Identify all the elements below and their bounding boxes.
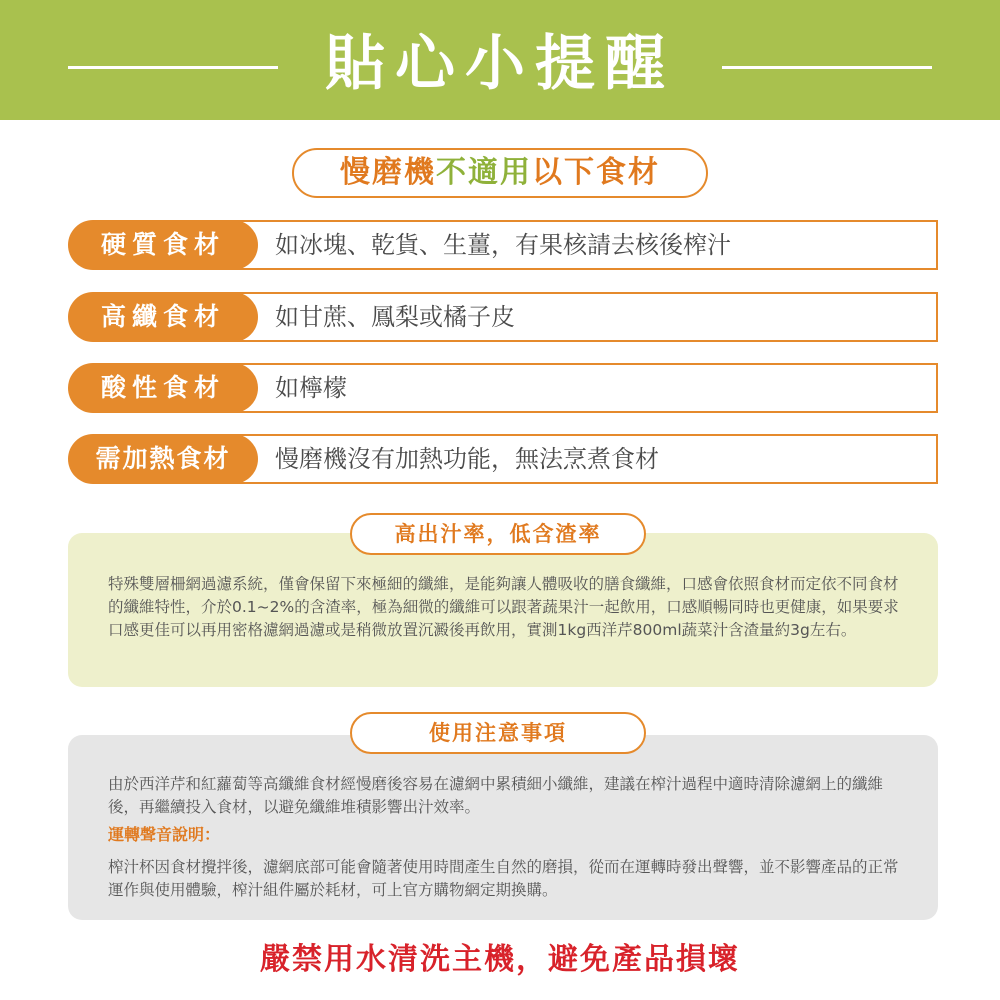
ingredient-label: 硬質食材	[68, 220, 258, 270]
subtitle-part-ingredients: 以下食材	[532, 155, 660, 190]
ingredient-label: 高纖食材	[68, 292, 258, 342]
usage-notes-panel	[68, 735, 938, 920]
unsuitable-ingredients-heading	[292, 148, 708, 198]
usage-notes-description: 由於西洋芹和紅蘿蔔等高纖維食材經慢磨後容易在濾網中累積細小纖維，建議在榨汁過程中適時清除濾網上的纖維後，再繼續投入食材，以避免纖維堆積影響出汁效率。	[108, 775, 884, 816]
washing-warning: 嚴禁用水清洗主機，避免產品損壞	[260, 942, 740, 977]
ingredient-description: 如甘蔗、鳳梨或橘子皮	[275, 303, 515, 331]
juice-yield-heading: 高出汁率，低含渣率	[350, 513, 646, 555]
ingredient-description: 如冰塊、乾貨、生薑，有果核請去核後榨汁	[275, 231, 731, 259]
noise-explanation-description: 榨汁杯因食材攪拌後，濾網底部可能會隨著使用時間產生自然的磨損，從而在運轉時發出聲響，並不影響產品的正常運作與使用體驗，榨汁組件屬於耗材，可上官方購物網定期換購。	[108, 858, 899, 899]
ingredient-row-acidic	[68, 363, 938, 413]
ingredient-row-hard	[68, 220, 938, 270]
ingredient-label: 酸性食材	[68, 363, 258, 413]
usage-notes-heading: 使用注意事項	[350, 712, 646, 754]
juice-yield-description: 特殊雙層柵網過濾系統，僅會保留下來極細的纖維，是能夠讓人體吸收的膳食纖維，口感會依照食材而定依不同食材的纖維特性，介於0.1~2%的含渣率，極為細微的纖維可以跟著蔬果汁一起飲用，口感順暢同時也更健康，如果要求口感更佳可以再用密格濾網過濾或是稍微放置沉澱後再飲用，實測1kg西洋芹800ml蔬菜汁含渣量約3g左右。	[108, 575, 899, 639]
header-banner	[0, 0, 1000, 120]
page-title: 貼心小提醒	[325, 29, 675, 99]
header-divider-right	[722, 66, 932, 69]
subtitle-part-not-suitable: 不適用	[436, 155, 532, 190]
ingredient-description: 慢磨機沒有加熱功能，無法烹煮食材	[275, 445, 659, 473]
subtitle-part-machine: 慢磨機	[340, 155, 436, 190]
ingredient-label: 需加熱食材	[68, 434, 258, 484]
ingredient-row-heating	[68, 434, 938, 484]
noise-explanation-heading: 運轉聲音說明：	[108, 825, 221, 844]
juice-yield-panel	[68, 533, 938, 687]
ingredient-description: 如檸檬	[275, 374, 347, 402]
ingredient-row-fiber	[68, 292, 938, 342]
